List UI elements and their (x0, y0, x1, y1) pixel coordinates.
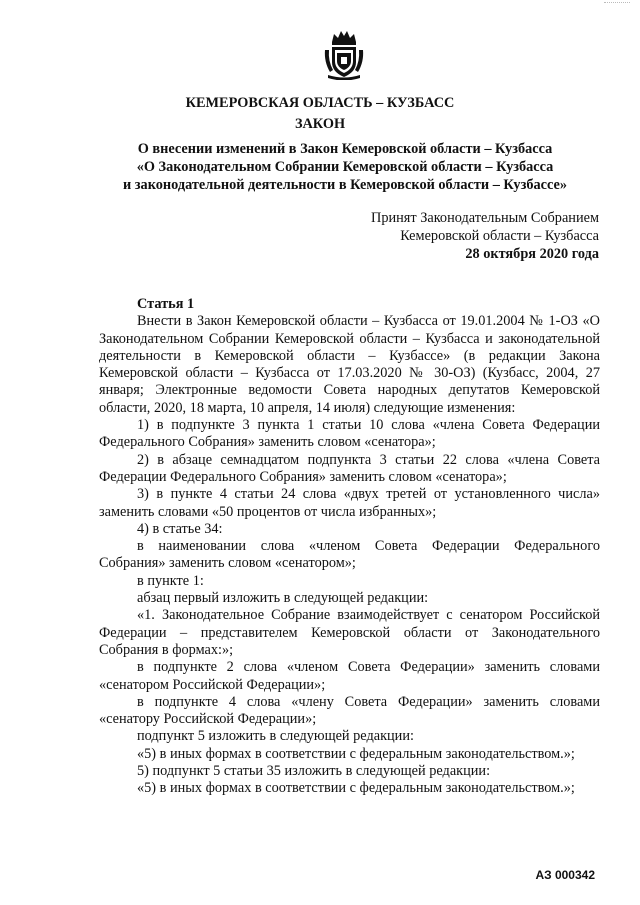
article-paragraph: «1. Законодательное Собрание взаимодействует с сенатором Российской Федерации – представителем Кемеровской области от Законодательного Собрания в формах:»; (99, 607, 600, 658)
article-paragraph: в подпункте 2 слова «членом Совета Федерации» заменить словами «сенатором Российской Федерации»; (99, 659, 600, 693)
adoption-block (371, 209, 599, 263)
article-paragraph: 5) подпункт 5 статьи 35 изложить в следующей редакции: (137, 763, 491, 780)
law-title-line: и законодательной деятельности в Кемеровской области – Кузбассе» (123, 177, 567, 193)
adoption-line: Принят Законодательным Собранием (371, 210, 599, 226)
article-paragraph: Внести в Закон Кемеровской области – Кузбасса от 19.01.2004 № 1-ОЗ «О Законодательном Собрании Кемеровской области – Кузбасса и законодательной деятельности в Кемеровской области – Кузбассе» (в редакции Закона Кемеровской области – Кузбасса от 17.03.2020 № 30-ОЗ) (Кузбасс, 2004, 27 января; Электронные ведомости Совета народных депутатов Кемеровской области, 2020, 18 марта, 10 апреля, 14 июля) следующие изменения: (99, 313, 600, 416)
article-paragraph: «5) в иных формах в соответствии с федеральным законодательством.»; (137, 780, 575, 797)
article-paragraph: в наименовании слова «членом Совета Федерации Федерального Собрания» заменить словом «сенатором»; (99, 538, 600, 572)
article-heading: Статья 1 (137, 296, 195, 312)
article-paragraph: в пункте 1: (137, 572, 204, 589)
article-paragraph: 4) в статье 34: (137, 520, 223, 537)
article-paragraph: абзац первый изложить в следующей редакции: (137, 590, 429, 607)
article-body (99, 296, 600, 798)
law-title-line: О внесении изменений в Закон Кемеровской области – Кузбасса (137, 141, 553, 157)
article-paragraph: «5) в иных формах в соответствии с федеральным законодательством.»; (137, 745, 575, 762)
article-paragraph: подпункт 5 изложить в следующей редакции: (137, 728, 414, 745)
law-title-line: «О Законодательном Собрании Кемеровской области – Кузбасса (136, 159, 554, 175)
document-type: ЗАКОН (294, 116, 346, 132)
adoption-date: 28 октября 2020 года (465, 246, 599, 262)
corner-mark (604, 2, 630, 7)
article-paragraph: 1) в подпункте 3 пункта 1 статьи 10 слова «члена Совета Федерации Федерального Собрания» заменить словом «сенатора»; (99, 417, 600, 451)
article-paragraph: 3) в пункте 4 статьи 24 слова «двух третей от установленного числа» заменить словами «50 процентов от числа избранных»; (99, 486, 600, 520)
article-paragraph: 2) в абзаце семнадцатом подпункта 3 статьи 22 слова «члена Совета Федерации Федерального Собрания» заменить словом «сенатора»; (99, 451, 600, 485)
form-serial-code: АЗ 000342 (535, 868, 595, 882)
coat-of-arms-icon (322, 28, 366, 80)
article-paragraph: в подпункте 4 слова «члену Совета Федерации» заменить словами «сенатору Российской Федерации»; (99, 693, 600, 728)
law-title (80, 140, 610, 194)
region-title: КЕМЕРОВСКАЯ ОБЛАСТЬ – КУЗБАСС (185, 95, 455, 111)
adoption-line: Кемеровской области – Кузбасса (400, 228, 599, 244)
